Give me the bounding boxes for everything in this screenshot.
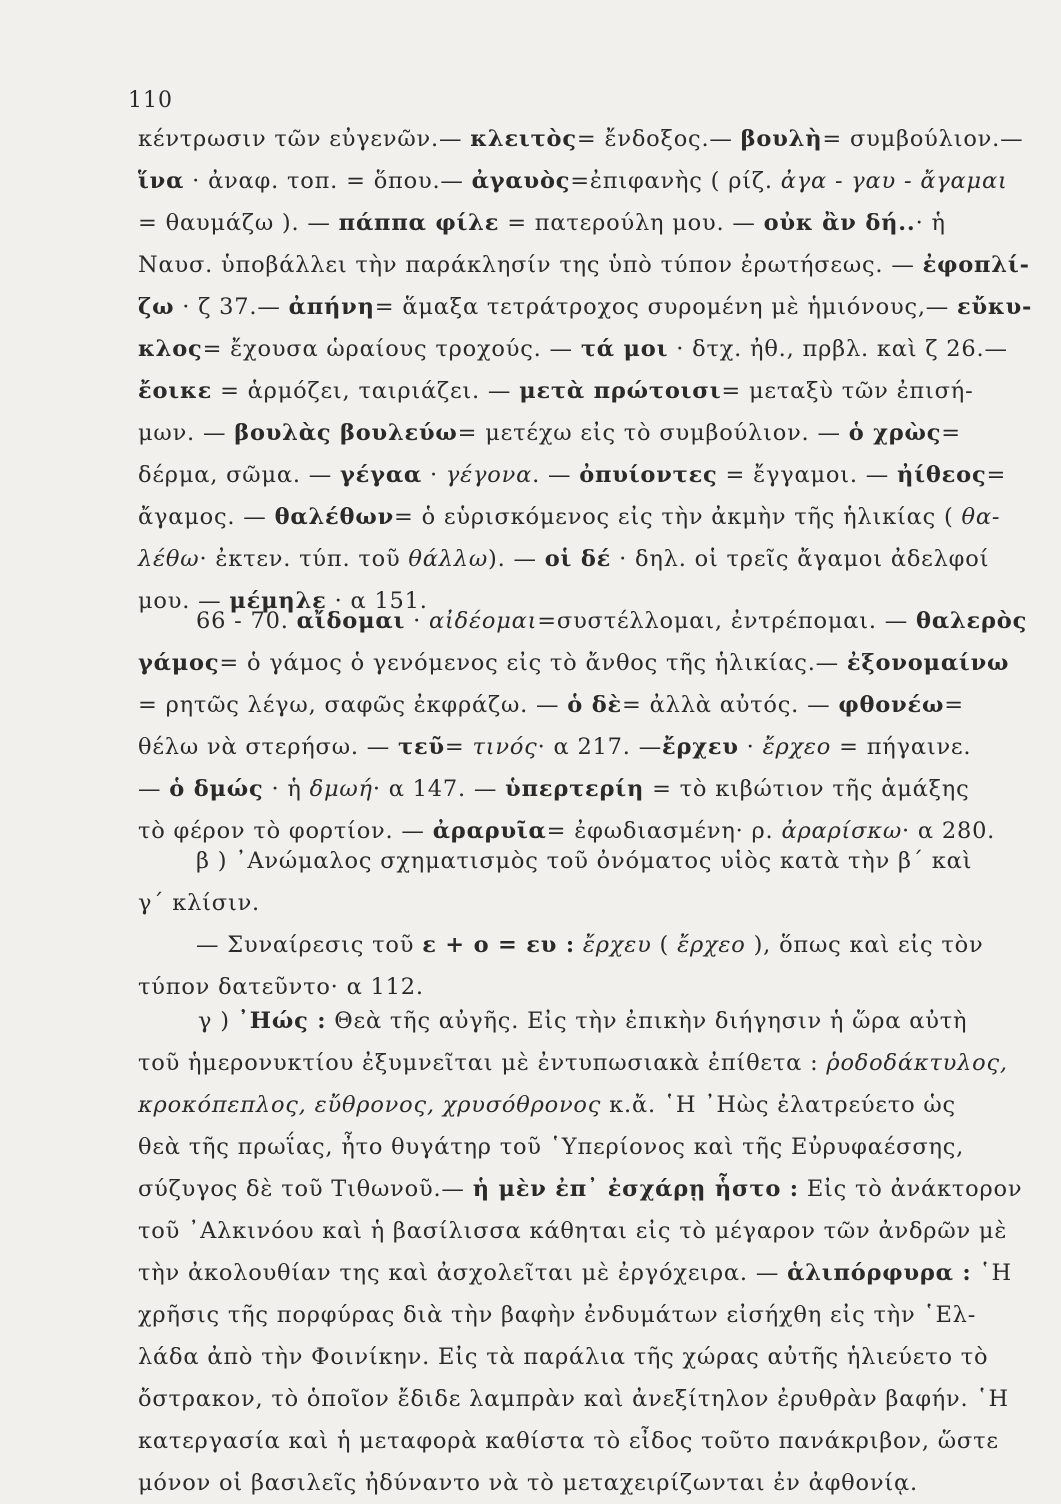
italic-term: αἰδέομαι — [429, 608, 538, 634]
text-line — [138, 726, 1038, 768]
headword: οἱ δέ — [544, 546, 612, 572]
text-line — [138, 642, 1038, 684]
headword: ἀπήνη — [288, 294, 375, 320]
text-span: =συστέλλομαι, ἐντρέπομαι. — — [537, 608, 917, 634]
text-line — [138, 1084, 1038, 1126]
headword: ὁ χρὼς — [848, 420, 942, 446]
headword: κλειτὸς — [470, 126, 577, 152]
italic-term: ἔρχευ — [582, 932, 652, 958]
text-span: κ.ἄ. ῾Η ᾿Ηὼς ἐλατρεύετο ὡς — [601, 1092, 956, 1118]
headword: πάππα φίλε — [338, 210, 500, 236]
text-line — [138, 1042, 1038, 1084]
text-line — [138, 538, 1038, 580]
text-line — [138, 684, 1038, 726]
text-span: · — [738, 734, 763, 760]
text-span: . — — [532, 462, 580, 488]
text-span: = ἔχουσα ὡραίους τροχούς. — — [202, 336, 581, 362]
text-span: = τὸ κιβώτιον τῆς ἁμάξης — [644, 776, 970, 802]
headword: ἵνα — [138, 168, 185, 194]
text-span: = πατερούλη μου. — — [499, 210, 764, 236]
text-line — [138, 286, 1038, 328]
text-span: · — [405, 608, 430, 634]
text-span: μων. — — [138, 420, 235, 446]
italic-term: ῥοδοδάκτυλος, — [826, 1050, 1008, 1076]
headword: ἐξονομαίνω — [846, 650, 1010, 676]
text-line — [138, 1126, 1038, 1168]
italic-term: λέθω — [138, 546, 200, 572]
headword: ἁλιπόρφυρα : — [787, 1260, 972, 1286]
text-span: = ὁ εὑρισκόμενος εἰς τὴν ἀκμὴν τῆς ἡλικίας ( — [393, 504, 962, 530]
text-span: = συμβούλιον.— — [822, 126, 1024, 152]
text-span: θεὰ τῆς πρωΐας, ἦτο θυγάτηρ τοῦ ῾Υπερίονος καὶ τῆς Εὐρυφαέσσης, — [138, 1134, 965, 1160]
headword: τά μοι — [580, 336, 669, 362]
headword: ὁ δμώς — [169, 776, 264, 802]
text-line — [138, 924, 1038, 966]
text-line — [138, 160, 1038, 202]
text-span: · ἀναφ. τοπ. = ὅπου.— — [184, 168, 472, 194]
headword: θαλέθων — [274, 504, 394, 530]
text-span: = ἅμαξα τετράτροχος συρομένη μὲ ἡμιόνους,— — [374, 294, 958, 320]
text-span: = μεταξὺ τῶν ἐπισή- — [721, 378, 974, 404]
text-line — [138, 1420, 1038, 1462]
headword: μέμηλε — [229, 588, 327, 614]
italic-term: ἀραρίσκω — [781, 818, 902, 844]
text-span: = ἔνδοξος.— — [576, 126, 741, 152]
text-line — [138, 496, 1038, 538]
text-span — [575, 932, 583, 958]
headword: ὁ δὲ — [567, 692, 623, 718]
paragraph-glossary-66-70 — [138, 600, 1038, 852]
text-span: · ζ 37.— — [174, 294, 289, 320]
headword: ἀγαυὸς — [471, 168, 571, 194]
text-span: = μετέχω εἰς τὸ συμβούλιον. — — [457, 420, 849, 446]
text-line — [138, 1252, 1038, 1294]
headword: ὑπερτερίη — [505, 776, 645, 802]
text-span: δέρμα, σῶμα. — — [138, 462, 341, 488]
text-span: Εἰς τὸ ἀνάκτορον — [798, 1176, 1023, 1202]
headword: ὀπυίοντες — [579, 462, 718, 488]
text-span: = ρητῶς λέγω, σαφῶς ἐκφράζω. — — [138, 692, 568, 718]
text-span: · — [422, 462, 446, 488]
text-span: · δηλ. οἱ τρεῖς ἄγαμοι ἀδελφοί — [611, 546, 990, 572]
text-span: = ἀλλὰ αὐτός. — — [622, 692, 839, 718]
text-span: κέντρωσιν τῶν εὐγενῶν.— — [138, 126, 471, 152]
text-span: = ὁ γάμος ὁ γενόμενος εἰς τὸ ἄνθος τῆς ἡλικίας.— — [219, 650, 847, 676]
text-line — [138, 454, 1038, 496]
text-span: τὸ φέρον τὸ φορτίον. — — [138, 818, 433, 844]
text-span: γ ) — [198, 1008, 238, 1034]
text-span: — — [138, 776, 170, 802]
italic-term: ἔρχεο — [677, 932, 746, 958]
headword: θαλερὸς — [916, 608, 1028, 634]
text-span: 66 - 70. — [196, 608, 297, 634]
text-line — [138, 328, 1038, 370]
headword: τεῦ — [398, 734, 445, 760]
text-line — [138, 118, 1038, 160]
headword: βουλὴ — [740, 126, 823, 152]
text-line — [138, 244, 1038, 286]
text-span: = — [941, 420, 961, 446]
text-span: · ἡ — [915, 210, 946, 236]
text-span: μόνον οἱ βασιλεῖς ἠδύναντο νὰ τὸ μεταχειρίζωνται ἐν ἀφθονίᾳ. — [138, 1470, 918, 1496]
text-span: ). — — [488, 546, 545, 572]
italic-term: κροκόπεπλος, εὔθρονος, χρυσόθρονος — [138, 1092, 602, 1118]
text-line — [138, 1168, 1038, 1210]
text-span: = — [944, 692, 964, 718]
italic-term: τινός — [472, 734, 538, 760]
text-span: · δτχ. ἠθ., πρβλ. καὶ ζ 26.— — [668, 336, 1008, 362]
text-line — [138, 370, 1038, 412]
text-span: σύζυγος δὲ τοῦ Τιθωνοῦ.— — [138, 1176, 473, 1202]
text-line — [138, 1336, 1038, 1378]
headword: γάμος — [138, 650, 220, 676]
text-span: · ἡ — [263, 776, 310, 802]
text-line — [138, 1210, 1038, 1252]
text-line — [138, 1294, 1038, 1336]
text-span: τύπον δατεῦντο· α 112. — [138, 974, 424, 1000]
text-span: = πήγαινε. — [831, 734, 972, 760]
headword: ἀραρυῖα — [432, 818, 547, 844]
headword: μετὰ πρώτοισι — [519, 378, 722, 404]
text-span: · α 280. — [901, 818, 996, 844]
headword: κλος — [138, 336, 203, 362]
text-line — [138, 768, 1038, 810]
text-span: τοῦ ᾿Αλκινόου καὶ ἡ βασίλισσα κάθηται εἰς τὸ μέγαρον τῶν ἀνδρῶν μὲ — [138, 1218, 1008, 1244]
headword: γέγαα — [340, 462, 423, 488]
text-span: χρῆσις τῆς πορφύρας διὰ τὴν βαφὴν ἐνδυμάτων εἰσήχθη εἰς τὴν ῾Ελ- — [138, 1302, 977, 1328]
italic-term: δμωή — [309, 776, 373, 802]
headword: ἠίθεος — [897, 462, 987, 488]
text-span: κατεργασία καὶ ἡ μεταφορὰ καθίστα τὸ εἶδος τοῦτο πανάκριβον, ὥστε — [138, 1428, 999, 1454]
text-span: · α 147. — — [372, 776, 506, 802]
text-span: = θαυμάζω ). — — [138, 210, 339, 236]
paragraph-beta — [138, 840, 1038, 1008]
text-span: ῾Η — [971, 1260, 1012, 1286]
headword: ἔρχευ — [662, 734, 739, 760]
text-span: · α 217. — — [537, 734, 662, 760]
text-span: ), ὅπως καὶ εἰς τὸν — [745, 932, 984, 958]
text-span: = ἔγγαμοι. — — [717, 462, 898, 488]
text-line — [138, 1462, 1038, 1504]
text-line — [138, 882, 1038, 924]
text-span: τὴν ἀκολουθίαν της καὶ ἀσχολεῖται μὲ ἐργόχειρα. — — [138, 1260, 788, 1286]
headword: βουλὰς βουλεύω — [234, 420, 458, 446]
italic-term: ἀγα - γαυ - ἄγαμαι — [780, 168, 1008, 194]
text-span: · ἐκτεν. τύπ. τοῦ — [199, 546, 409, 572]
italic-term: θάλλω — [408, 546, 489, 572]
headword: ἡ μὲν ἐπ᾿ ἐσχάρῃ ἧστο : — [472, 1176, 799, 1202]
italic-term: θα- — [961, 504, 1001, 530]
text-line — [138, 600, 1038, 642]
headword: ᾿Ηώς : — [237, 1008, 327, 1034]
text-span: = — [986, 462, 1007, 488]
headword: εὔκυ- — [957, 294, 1033, 320]
text-line — [138, 412, 1038, 454]
text-span: ( — [651, 932, 678, 958]
headword: ε + ο = ευ : — [422, 932, 575, 958]
paragraph-glossary-1 — [138, 118, 1038, 622]
text-line — [138, 1000, 1038, 1042]
text-span: λάδα ἀπὸ τὴν Φοινίκην. Εἰς τὰ παράλια τῆς χώρας αὐτῆς ἡλιεύετο τὸ — [138, 1344, 989, 1370]
text-span: Ναυσ. ὑποβάλλει τὴν παράκλησίν της ὑπὸ τύπον ἐρωτήσεως. — — [138, 252, 923, 278]
text-span: τοῦ ἡμερονυκτίου ἐξυμνεῖται μὲ ἐντυπωσιακὰ ἐπίθετα : — [138, 1050, 827, 1076]
headword: αἴδομαι — [296, 608, 406, 634]
text-span: = ἐφωδιασμένη· ρ. — [546, 818, 782, 844]
headword: οὐκ ἂν δή.. — [763, 210, 916, 236]
headword: φθονέω — [838, 692, 945, 718]
text-span: · α 151. — [326, 588, 428, 614]
italic-term: ἔρχεο — [762, 734, 832, 760]
text-line — [138, 1378, 1038, 1420]
text-span: ὄστρακον, τὸ ὁποῖον ἔδιδε λαμπρὰν καὶ ἀνεξίτηλον ἐρυθρὰν βαφήν. ῾Η — [138, 1386, 1009, 1412]
text-span: — Συναίρεσις τοῦ — [196, 932, 423, 958]
text-line — [138, 202, 1038, 244]
page-number: 110 — [128, 88, 173, 113]
headword: ζω — [138, 294, 175, 320]
text-span: =ἐπιφανὴς ( ρίζ. — [570, 168, 781, 194]
text-span: μου. — — [138, 588, 230, 614]
italic-term: γέγονα — [445, 462, 533, 488]
text-span: ἄγαμος. — — [138, 504, 275, 530]
text-span: = — [444, 734, 473, 760]
text-span: β ) ᾿Ανώμαλος σχηματισμὸς τοῦ ὀνόματος υἱὸς κατὰ τὴν β΄ καὶ — [196, 848, 973, 874]
headword: ἐφοπλί- — [922, 252, 1030, 278]
text-line — [138, 840, 1038, 882]
paragraph-gamma — [138, 1000, 1038, 1504]
text-span: Θεὰ τῆς αὐγῆς. Εἰς τὴν ἐπικὴν διήγησιν ἡ ὥρα αὐτὴ — [326, 1008, 968, 1034]
headword: ἔοικε — [138, 378, 213, 404]
text-span: θέλω νὰ στερήσω. — — [138, 734, 399, 760]
text-span: γ΄ κλίσιν. — [138, 890, 261, 916]
text-span: = ἁρμόζει, ταιριάζει. — — [212, 378, 520, 404]
